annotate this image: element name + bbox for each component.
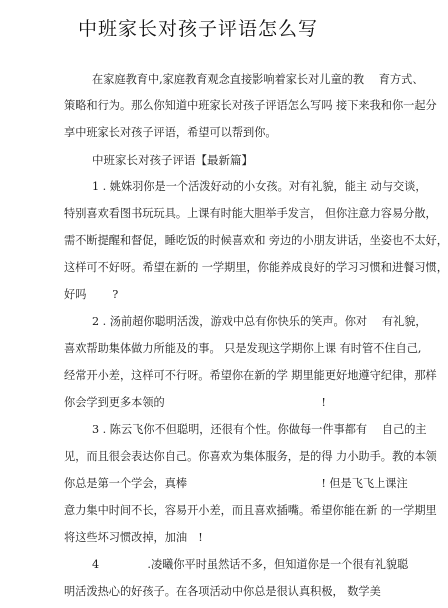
paragraph-line: 特别喜欢看图书玩玩具。上课有时能大胆举手发言， 但你注意力容易分散， bbox=[64, 207, 437, 220]
paragraph-line: 需不断提醒和督促，睡吃饭的时候喜欢和 旁边的小朋友讲话，坐姿也不太好， bbox=[64, 234, 448, 247]
paragraph-line: 好吗 ? bbox=[64, 288, 119, 301]
paragraph-line: 明活泼热心的好孩子。在各项活动中你总是很认真积极， 数学美 bbox=[64, 585, 381, 598]
paragraph-line: 见，而且很会表达你自己。你喜欢为集体服务，是的得 力小助手。教的本领 bbox=[64, 450, 437, 463]
paragraph-line: 3 . 陈云飞你不但聪明，还很有个性。你做每一件事都有 自己的主 bbox=[92, 423, 427, 436]
paragraph-line: 将这些坏习惯改掉，加油 ! bbox=[64, 531, 203, 544]
paragraph-line: 你会学到更多本领的 ! bbox=[64, 396, 326, 409]
paragraph-line: 策略和行为。那么你知道中班家长对孩子评语怎么写吗 接下来我和你一起分 bbox=[64, 99, 437, 112]
paragraph-line: 在家庭教育中,家庭教育观念直接影响着家长对儿童的教 育方式、 bbox=[92, 73, 424, 86]
section-heading: 中班家长对孩子评语【最新篇】 bbox=[92, 153, 253, 167]
paragraph-line: 这样可不好呀。希望在新的 一学期里，你能养成良好的学习习惯和进餐习惯， bbox=[64, 261, 448, 274]
paragraph-line: 经常开小差，这样可不行呀。希望你在新的学 期里能更好地遵守纪律，那样 bbox=[64, 369, 437, 382]
paragraph-line: 享中班家长对孩子评语，希望可以帮到你。 bbox=[64, 126, 277, 139]
paragraph-line: 4 .凌曦你平时虽然话不多，但知道你是一个很有礼貌聪 bbox=[92, 558, 409, 571]
paragraph-line: 喜欢帮助集体做力所能及的事。 只是发现这学期你上课 有时管不住自己, bbox=[64, 342, 422, 355]
paragraph-line: 2 . 汤前超你聪明活泼，游戏中总有你快乐的笑声。你对 有礼貌， bbox=[92, 315, 427, 328]
paragraph-line: 你总是第一个学会，真棒 ! 但是飞飞上课注 bbox=[64, 477, 408, 490]
page-title: 中班家长对孩子评语怎么写 bbox=[78, 18, 319, 40]
paragraph-line: 意力集中时间不长，容易开小差，而且喜欢插嘴。希望你能在新 的一学期里 bbox=[64, 504, 437, 517]
paragraph-line: 1 . 姚姝羽你是一个活泼好动的小女孩。对有礼貌，能主 动与交谈， bbox=[92, 180, 427, 193]
